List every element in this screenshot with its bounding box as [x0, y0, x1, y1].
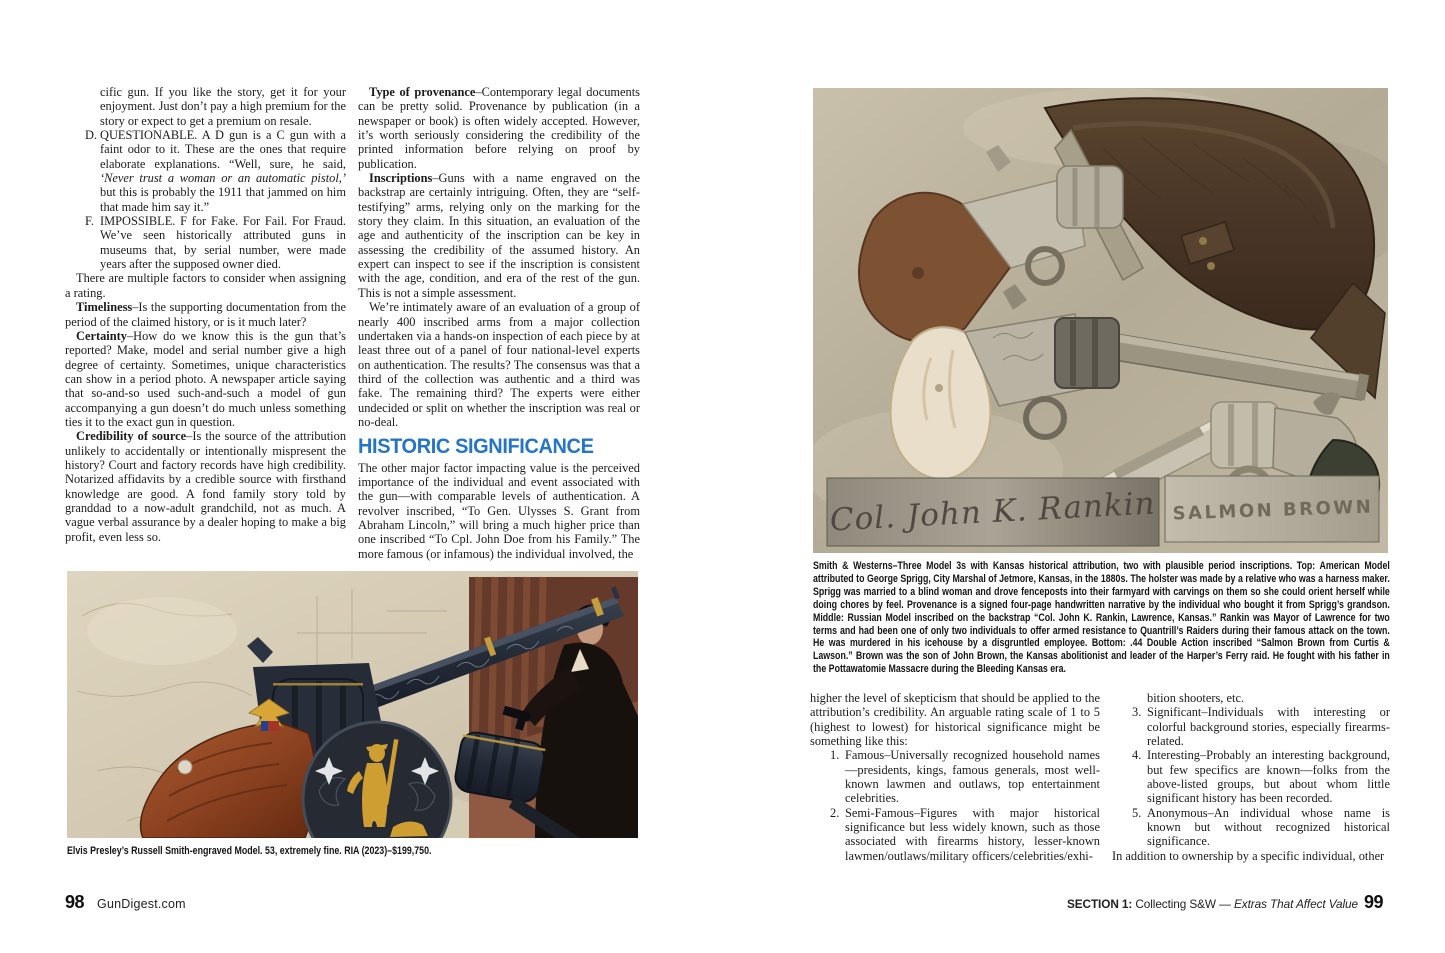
- list-item: [1112, 705, 1390, 748]
- paragraph: In addition to ownership by a specific individual, other: [1112, 848, 1385, 863]
- salmon-brown-inscription-text: SALMON BROWN: [1172, 496, 1374, 525]
- right-page-column-1: [810, 691, 1100, 863]
- list-marker: 2.: [830, 805, 840, 820]
- section-heading: HISTORIC SIGNIFICANCE: [358, 435, 594, 459]
- list-continuation: cific gun. If you like the story, get it for your enjoyment. Just don’t pay a high premium for the story or expect to get a premium on resale.: [100, 85, 346, 128]
- list-item-text: QUESTIONABLE. A D gun is a C gun with a faint odor to it. These are the ones that require elaborate explanations. “Well, sure, he said, ‘Never trust a woman or an automatic pistol,’ but this is probably the 1911 that jammed on him that made him say it.”: [100, 128, 346, 214]
- paragraph: Credibility of source–Is the source of the attribution unlikely to accidentally or intentionally mispresent the history? Court and factory records have high credibility. Notarized affidavits by a credible source with firsthand knowledge are good. A fond family story told by granddad to a now-adult grandchild, not as much. A vague verbal assurance by a dealer hoping to make a big profit, even less so.: [65, 429, 347, 544]
- paragraph: Certainty–How do we know this is the gun that’s reported? Make, model and serial number give a high degree of certainty. Sometimes, unique characteristics can show in a period photo. A newspaper article saying that so-and-so used such-and-such a model of gun accompanying a gun doesn’t do much unless something ties it to the exact gun in question.: [65, 328, 346, 429]
- list-item: [65, 128, 346, 214]
- map-light-patch: [87, 597, 237, 665]
- site-url: GunDigest.com: [97, 897, 186, 911]
- list-marker: 4.: [1132, 748, 1142, 763]
- paragraph: Inscriptions–Guns with a name engraved on the backstrap are certainly intriguing. Often, they are “self-testifying” arms, relying only on the marking for the story they claim. In this situation, an evaluation of the age and authenticity of the inscription can be key in assessing the credibility of the assumed history. An expert can inspect to see if the inscription is consistent with the age, condition, and era of the rest of the gun. This is not a simple assessment.: [358, 171, 640, 300]
- right-page-number: 99: [1363, 892, 1383, 912]
- list-item: [810, 806, 1100, 863]
- paragraph: Timeliness–Is the supporting documentation from the period of the claimed history, or is it much later?: [65, 300, 346, 329]
- section-title: Collecting S&W: [1135, 897, 1216, 911]
- salmon-brown-inscription-inset: [1165, 476, 1379, 542]
- left-page-footer: [65, 892, 186, 913]
- list-item: [1112, 806, 1390, 849]
- section-dash: —: [1219, 897, 1231, 911]
- list-marker: 5.: [1132, 805, 1142, 820]
- list-marker: 1.: [830, 748, 840, 763]
- rankin-inscription-text: Col. John K. Rankin: [829, 485, 1157, 539]
- list-item: [810, 748, 1100, 805]
- left-page-column-1: [65, 85, 346, 544]
- list-item-text: IMPOSSIBLE. F for Fake. For Fail. For Fraud. We’ve seen historically attributed guns in museums that, by serial number, were made years after the supposed owner died.: [100, 214, 346, 272]
- list-item: [65, 214, 346, 271]
- left-page-number: 98: [65, 892, 85, 912]
- right-photo-caption: Smith & Westerns–Three Model 3s with Kansas historical attribution, two with plausible period inscriptions. Top: American Model attributed to George Sprigg, City Marshal of Jetmore, Kansas, in the 1880s. The holster was made by a relative who was a harness maker. Sprigg was married to a blind woman and drove fenceposts into their farmyard with carvings on them so she could orient herself while doing chores by feel. Provenance is a signed four-page handwritten narrative by the individual who bought it from Sprigg’s grandson. Middle: Russian Model inscribed on the backstrap “Col. John K. Rankin, Lawrence, Kansas.” Rankin was Mayor of Lawrence for two terms and had been one of only two individuals to offer armed resistance to Quantrill’s Raiders during their famous attack on the town. He was murdered in his icehouse by a disgruntled employee. Bottom: .44 Double Action inscribed “Salmon Brown from Curtis & Lawson.” Brown was the son of John Brown, the Kansas abolitionist and leader of the Harper’s Ferry raid. He fought with his father in the Pottawatomie Massacre during the Bleeding Kansas era.: [813, 560, 1390, 676]
- left-page-column-2: [358, 85, 640, 561]
- paragraph: There are multiple factors to consider when assigning a rating.: [65, 271, 346, 300]
- list-marker: F.: [85, 214, 94, 229]
- paragraph: The other major factor impacting value is the perceived importance of the individual and event associated with the gun—with comparable levels of authentication. A revolver inscribed, “To Gen. Ulysses S. Grant from Abraham Lincoln,” will bring a much higher price than one inscribed “To Cpl. John Doe from his Family.” The more famous (or infamous) the individual involved, the: [358, 460, 640, 561]
- paragraph: Type of provenance–Contemporary legal documents can be pretty solid. Provenance by publication (in a newspaper or book) is often widely accepted. However, it’s worth seriously considering the credibility of the printed information before relying on proof by publication.: [358, 85, 640, 171]
- grip-medallion-pin: [178, 760, 192, 774]
- section-label: SECTION 1:: [1067, 897, 1133, 911]
- rankin-inscription-inset: [827, 478, 1159, 546]
- list-item-text: Interesting–Probably an interesting background, but few specifics are known—folks from the above-listed groups, but about whom little significant history has been recorded.: [1147, 748, 1390, 806]
- paragraph: higher the level of skepticism that should be applied to the attribution’s credibility. An arguable rating scale of 1 to 5 (highest to lowest) for historical significance might be something like this:: [810, 691, 1100, 749]
- list-marker: 3.: [1132, 705, 1142, 720]
- list-continuation: bition shooters, etc.: [1147, 691, 1245, 705]
- paragraph: We’re intimately aware of an evaluation of a group of nearly 400 inscribed arms from a major collection undertaken via a hands-on inspection of each piece by at least three out of a panel of four national-level experts on authentication. The results? The consensus was that a third of the collection was authentic and a third was fake. The remaining third? The experts were either undecided or split on whether the inscription was real or no-deal.: [358, 300, 640, 429]
- left-photo-caption: Elvis Presley’s Russell Smith-engraved Model. 53, extremely fine. RIA (2023)–$199,750.: [67, 845, 432, 857]
- list-item-text: Anonymous–An individual whose name is known but without recognized historical significance.: [1147, 805, 1390, 849]
- list-item: [1112, 748, 1390, 805]
- list-item-text: Semi-Famous–Figures with major historical significance but less widely known, such as those associated with firearms history, lesser-known lawmen/outlaws/military officers/celebrities/exhi-: [845, 805, 1100, 863]
- list-item-text: Famous–Universally recognized household names—presidents, kings, famous generals, most well-known lawmen and outlaws, top entertainment celebrities.: [845, 748, 1100, 806]
- chapter-title: Extras That Affect Value: [1234, 897, 1358, 911]
- model3-revolvers-photo: [813, 88, 1388, 553]
- right-page-footer: [1067, 892, 1383, 913]
- right-page-column-2: [1112, 691, 1390, 863]
- elvis-revolver-photo: [67, 571, 638, 838]
- list-marker: D.: [85, 128, 98, 143]
- list-item-text: Significant–Individuals with interesting or colorful background stories, especially firearms-related.: [1147, 705, 1390, 749]
